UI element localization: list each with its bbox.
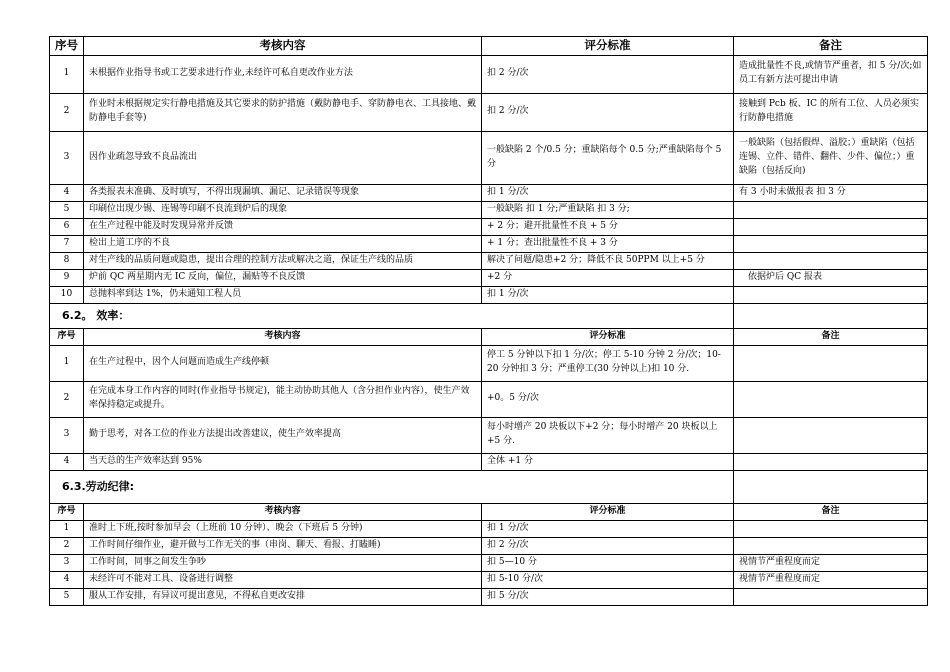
table-row <box>50 252 928 269</box>
row-standard: 解决了问题/隐患+2 分；降低不良 50PPM 以上+5 分 <box>482 252 734 269</box>
header-standard: 评分标准 <box>482 328 734 345</box>
row-standard: 每小时增产 20 块板以下+2 分；每小时增产 20 块板以上+5 分. <box>482 417 734 453</box>
section-title: 6.3.劳动纪律: <box>50 470 734 503</box>
section-title-blank <box>734 470 928 503</box>
section-discipline <box>50 470 928 503</box>
row-standard: 扣 5 分/次 <box>482 588 734 605</box>
row-note <box>734 345 928 381</box>
header-no: 序号 <box>50 503 84 520</box>
row-standard: 扣 1 分/次 <box>482 184 734 201</box>
row-note <box>734 537 928 554</box>
row-content: 各类报表未准确、及时填写，不得出现漏填、漏记、记录错误等现象 <box>84 184 482 201</box>
row-standard: 全体 +1 分 <box>482 453 734 470</box>
row-note: 视情节严重程度而定 <box>734 554 928 571</box>
row-no: 3 <box>50 131 84 184</box>
header-standard: 评分标准 <box>482 37 734 56</box>
discipline-table-header <box>50 503 928 520</box>
row-standard: + 1 分；查出批量性不良 + 3 分 <box>482 235 734 252</box>
table-row <box>50 184 928 201</box>
row-note <box>734 453 928 470</box>
row-standard: 扣 2 分/次 <box>482 537 734 554</box>
row-no: 5 <box>50 201 84 218</box>
row-no: 2 <box>50 381 84 417</box>
row-standard: 扣 1 分/次 <box>482 286 734 303</box>
row-note: 有 3 小时未做报表 扣 3 分 <box>734 184 928 201</box>
row-standard: 一般缺陷 2 个/0.5 分；重缺陷每个 0.5 分;严重缺陷每个 5 分 <box>482 131 734 184</box>
row-content: 工作时间仔细作业，避开做与工作无关的事（串岗、聊天、看报、打瞌睡) <box>84 537 482 554</box>
row-no: 1 <box>50 345 84 381</box>
row-no: 4 <box>50 571 84 588</box>
table-row <box>50 345 928 381</box>
header-content: 考核内容 <box>84 37 482 56</box>
row-no: 6 <box>50 218 84 235</box>
row-no: 5 <box>50 588 84 605</box>
row-note: 一般缺陷（包括假焊、溢胶；）重缺陷（包括连锡、立件、错件、翻件、少件、偏位；）重缺陷（包括反向) <box>734 131 928 184</box>
row-note <box>734 286 928 303</box>
quality-table-header <box>50 37 928 56</box>
row-standard: 扣 5-10 分/次 <box>482 571 734 588</box>
table-row <box>50 571 928 588</box>
header-standard: 评分标准 <box>482 503 734 520</box>
row-no: 1 <box>50 55 84 93</box>
table-row <box>50 235 928 252</box>
header-no: 序号 <box>50 37 84 56</box>
table-row <box>50 201 928 218</box>
row-note <box>734 235 928 252</box>
row-standard: + 2 分；避开批量性不良 + 5 分 <box>482 218 734 235</box>
table-row <box>50 286 928 303</box>
row-note <box>734 201 928 218</box>
row-note: 造成批量性不良,或情节严重者，扣 5 分/次;如员工有新方法可提出申请 <box>734 55 928 93</box>
header-note: 备注 <box>734 503 928 520</box>
row-standard: 扣 5—10 分 <box>482 554 734 571</box>
row-note <box>734 520 928 537</box>
row-content: 未经许可不能对工具、设备进行调整 <box>84 571 482 588</box>
table-row <box>50 381 928 417</box>
row-content: 炉前 QC 两星期内无 IC 反向，偏位，漏贴等不良反馈 <box>84 269 482 286</box>
row-note: 接触到 Pcb 板、IC 的所有工位、人员必须实行防静电措施 <box>734 93 928 131</box>
table-row <box>50 269 928 286</box>
row-content: 在完成本身工作内容的同时(作业指导书规定)，能主动协助其他人（含分担作业内容），使生产效率保持稳定或提升。 <box>84 381 482 417</box>
table-row <box>50 93 928 131</box>
header-content: 考核内容 <box>84 503 482 520</box>
row-content: 检出上道工序的不良 <box>84 235 482 252</box>
header-note: 备注 <box>734 37 928 56</box>
table-row <box>50 588 928 605</box>
row-standard: 停工 5 分钟以下扣 1 分/次；停工 5-10 分钟 2 分/次；10-20 分钟扣 3 分；严重停工(30 分钟以上)扣 10 分. <box>482 345 734 381</box>
row-no: 2 <box>50 93 84 131</box>
row-standard: 扣 1 分/次 <box>482 520 734 537</box>
row-content: 服从工作安排，有异议可提出意见，不得私自更改安排 <box>84 588 482 605</box>
row-content: 当天总的生产效率达到 95% <box>84 453 482 470</box>
table-row <box>50 453 928 470</box>
row-no: 10 <box>50 286 84 303</box>
row-no: 1 <box>50 520 84 537</box>
row-note <box>734 417 928 453</box>
header-content: 考核内容 <box>84 328 482 345</box>
efficiency-table-header <box>50 328 928 345</box>
table-row <box>50 55 928 93</box>
table-row <box>50 554 928 571</box>
row-note: 依据炉后 QC 报表 <box>734 269 928 286</box>
section-efficiency <box>50 303 928 328</box>
row-content: 总抛料率到达 1%，仍未通知工程人员 <box>84 286 482 303</box>
row-no: 7 <box>50 235 84 252</box>
row-standard: 扣 2 分/次 <box>482 55 734 93</box>
row-standard: 扣 2 分/次 <box>482 93 734 131</box>
table-row <box>50 218 928 235</box>
row-no: 2 <box>50 537 84 554</box>
header-note: 备注 <box>734 328 928 345</box>
section-title: 6.2。 效率： <box>50 303 734 328</box>
table-row <box>50 520 928 537</box>
row-note <box>734 218 928 235</box>
row-note <box>734 381 928 417</box>
row-no: 4 <box>50 453 84 470</box>
row-no: 3 <box>50 554 84 571</box>
row-no: 8 <box>50 252 84 269</box>
row-note: 视情节严重程度而定 <box>734 571 928 588</box>
row-content: 未根据作业指导书或工艺要求进行作业,未经许可私自更改作业方法 <box>84 55 482 93</box>
row-content: 印刷位出现少锡、连锡等印刷不良流到炉后的现象 <box>84 201 482 218</box>
table-row <box>50 537 928 554</box>
row-no: 4 <box>50 184 84 201</box>
row-no: 3 <box>50 417 84 453</box>
row-content: 作业时未根据规定实行静电措施及其它要求的防护措施（戴防静电手、穿防静电衣、工具接地、戴防静电手套等) <box>84 93 482 131</box>
row-note <box>734 588 928 605</box>
row-content: 因作业疏忽导致不良品流出 <box>84 131 482 184</box>
row-content: 在生产过程中，因个人问题而造成生产线停顿 <box>84 345 482 381</box>
row-content: 勤于思考，对各工位的作业方法提出改善建议，使生产效率提高 <box>84 417 482 453</box>
row-note <box>734 252 928 269</box>
row-content: 准时上下班,按时参加早会（上班前 10 分钟）、晚会（下班后 5 分钟) <box>84 520 482 537</box>
row-content: 对生产线的品质问题或隐患，提出合理的控制方法或解决之道，保证生产线的品质 <box>84 252 482 269</box>
row-content: 工作时间，同事之间发生争吵 <box>84 554 482 571</box>
row-standard: 一般缺陷 扣 1 分;严重缺陷 扣 3 分; <box>482 201 734 218</box>
header-no: 序号 <box>50 328 84 345</box>
section-title-blank <box>734 303 928 328</box>
row-content: 在生产过程中能及时发现异常并反馈 <box>84 218 482 235</box>
table-row <box>50 417 928 453</box>
assessment-table <box>49 36 928 606</box>
row-no: 9 <box>50 269 84 286</box>
table-row <box>50 131 928 184</box>
row-standard: +0。5 分/次 <box>482 381 734 417</box>
row-standard: +2 分 <box>482 269 734 286</box>
